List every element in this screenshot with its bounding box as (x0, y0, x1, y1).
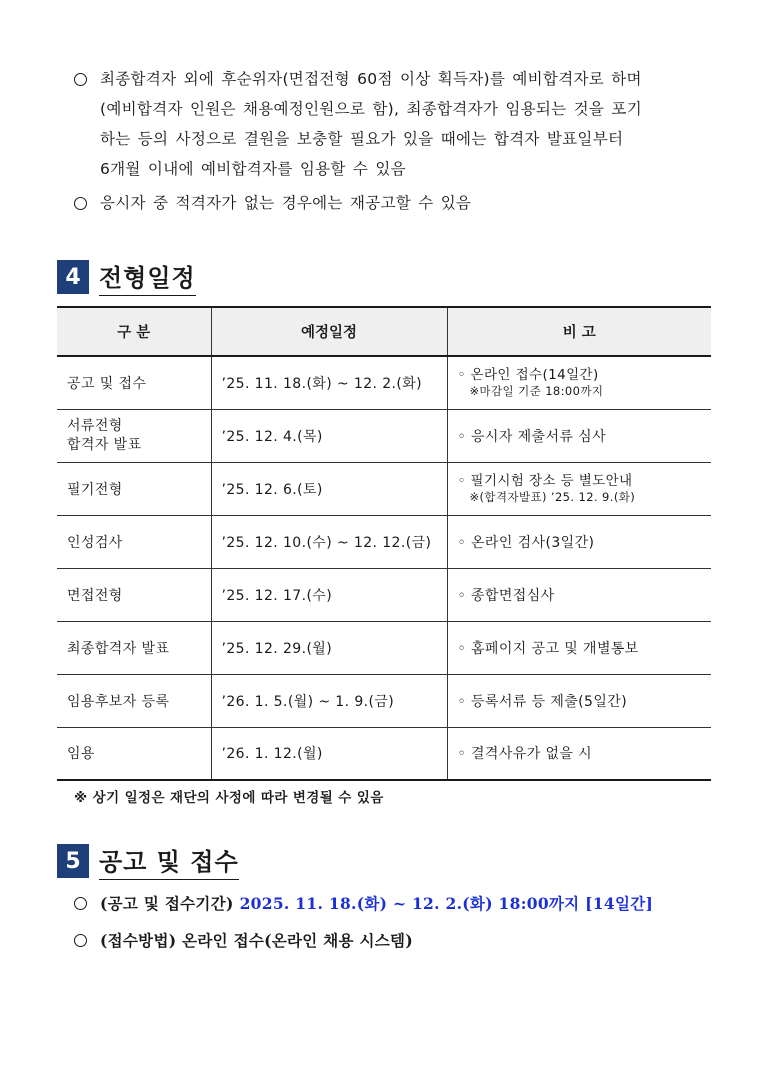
section-4-heading (57, 258, 196, 296)
cell-date: ’25. 12. 6.(토) (211, 462, 447, 515)
cell-note: ◦ 종합면접심사 (447, 568, 711, 621)
application-period-label: (공고 및 접수기간) (100, 894, 234, 913)
bullet-item (74, 64, 714, 184)
circle-bullet-icon (74, 897, 87, 910)
circle-bullet-icon (74, 73, 87, 86)
column-header-date: 예정일정 (211, 307, 447, 356)
cell-date: ’26. 1. 5.(월) ~ 1. 9.(금) (211, 674, 447, 727)
application-period-item (74, 892, 653, 914)
cell-stage: 서류전형 합격자 발표 (57, 409, 211, 462)
schedule-footnote: ※ 상기 일정은 재단의 사정에 따라 변경될 수 있음 (74, 790, 384, 806)
note-sub: ※(합격자발표) ’25. 12. 9.(화) (469, 490, 636, 504)
section-number-badge: 4 (57, 260, 89, 294)
section-number-badge: 5 (57, 844, 89, 878)
section-5-heading (57, 842, 239, 880)
table-row (57, 727, 711, 780)
bullet-text: 응시자 중 적격자가 없는 경우에는 재공고할 수 있음 (100, 194, 472, 212)
cell-stage: 최종합격자 발표 (57, 621, 211, 674)
cell-stage: 임용 (57, 727, 211, 780)
table-row (57, 515, 711, 568)
cell-note (447, 462, 711, 515)
note-sub: ※마감일 기준 18:00까지 (469, 384, 604, 399)
bullet-item (74, 188, 714, 218)
cell-stage: 인성검사 (57, 515, 211, 568)
bullet-list-top (74, 64, 714, 218)
bullet-text: 최종합격자 외에 후순위자(면접전형 60점 이상 획득자)를 예비합격자로 하며 (예비합격자 인원은 채용예정인원으로 함), 최종합격자가 임용되는 것을 포기 하는 등의 사정으로 결원을 보충할 필요가 있을 때에는 합격자 발표일부터 6개월 이내에 예비합격자를 임용할 수 있음 (100, 70, 642, 178)
section-title: 전형일정 (99, 258, 196, 296)
cell-date: ’25. 11. 18.(화) ~ 12. 2.(화) (211, 356, 447, 409)
note-main: ◦ 필기시험 장소 등 별도안내 (457, 473, 633, 489)
cell-stage: 필기전형 (57, 462, 211, 515)
cell-note: ◦ 응시자 제출서류 심사 (447, 409, 711, 462)
section-title: 공고 및 접수 (99, 842, 239, 880)
table-row (57, 621, 711, 674)
cell-note (447, 356, 711, 409)
cell-stage: 임용후보자 등록 (57, 674, 211, 727)
cell-note: ◦ 등록서류 등 제출(5일간) (447, 674, 711, 727)
circle-bullet-icon (74, 197, 87, 210)
cell-stage: 면접전형 (57, 568, 211, 621)
cell-date: ’25. 12. 17.(수) (211, 568, 447, 621)
cell-note: ◦ 결격사유가 없을 시 (447, 727, 711, 780)
cell-date: ’25. 12. 10.(수) ~ 12. 12.(금) (211, 515, 447, 568)
table-header-row (57, 307, 711, 356)
table-row (57, 568, 711, 621)
table-row (57, 674, 711, 727)
table-row (57, 409, 711, 462)
cell-date: ’26. 1. 12.(월) (211, 727, 447, 780)
note-main: ◦ 온라인 접수(14일간) (457, 367, 599, 384)
cell-date: ’25. 12. 29.(월) (211, 621, 447, 674)
cell-note: ◦ 홈페이지 공고 및 개별통보 (447, 621, 711, 674)
application-period-value: 2025. 11. 18.(화) ~ 12. 2.(화) 18:00까지 [14일간] (239, 894, 654, 913)
cell-stage: 공고 및 접수 (57, 356, 211, 409)
column-header-stage: 구 분 (57, 307, 211, 356)
application-method-item (74, 929, 413, 951)
schedule-table (57, 306, 711, 781)
circle-bullet-icon (74, 934, 87, 947)
application-method-label: (접수방법) 온라인 접수(온라인 채용 시스템) (100, 931, 413, 950)
cell-date: ’25. 12. 4.(목) (211, 409, 447, 462)
cell-note: ◦ 온라인 검사(3일간) (447, 515, 711, 568)
column-header-note: 비 고 (447, 307, 711, 356)
table-row (57, 356, 711, 409)
table-row (57, 462, 711, 515)
